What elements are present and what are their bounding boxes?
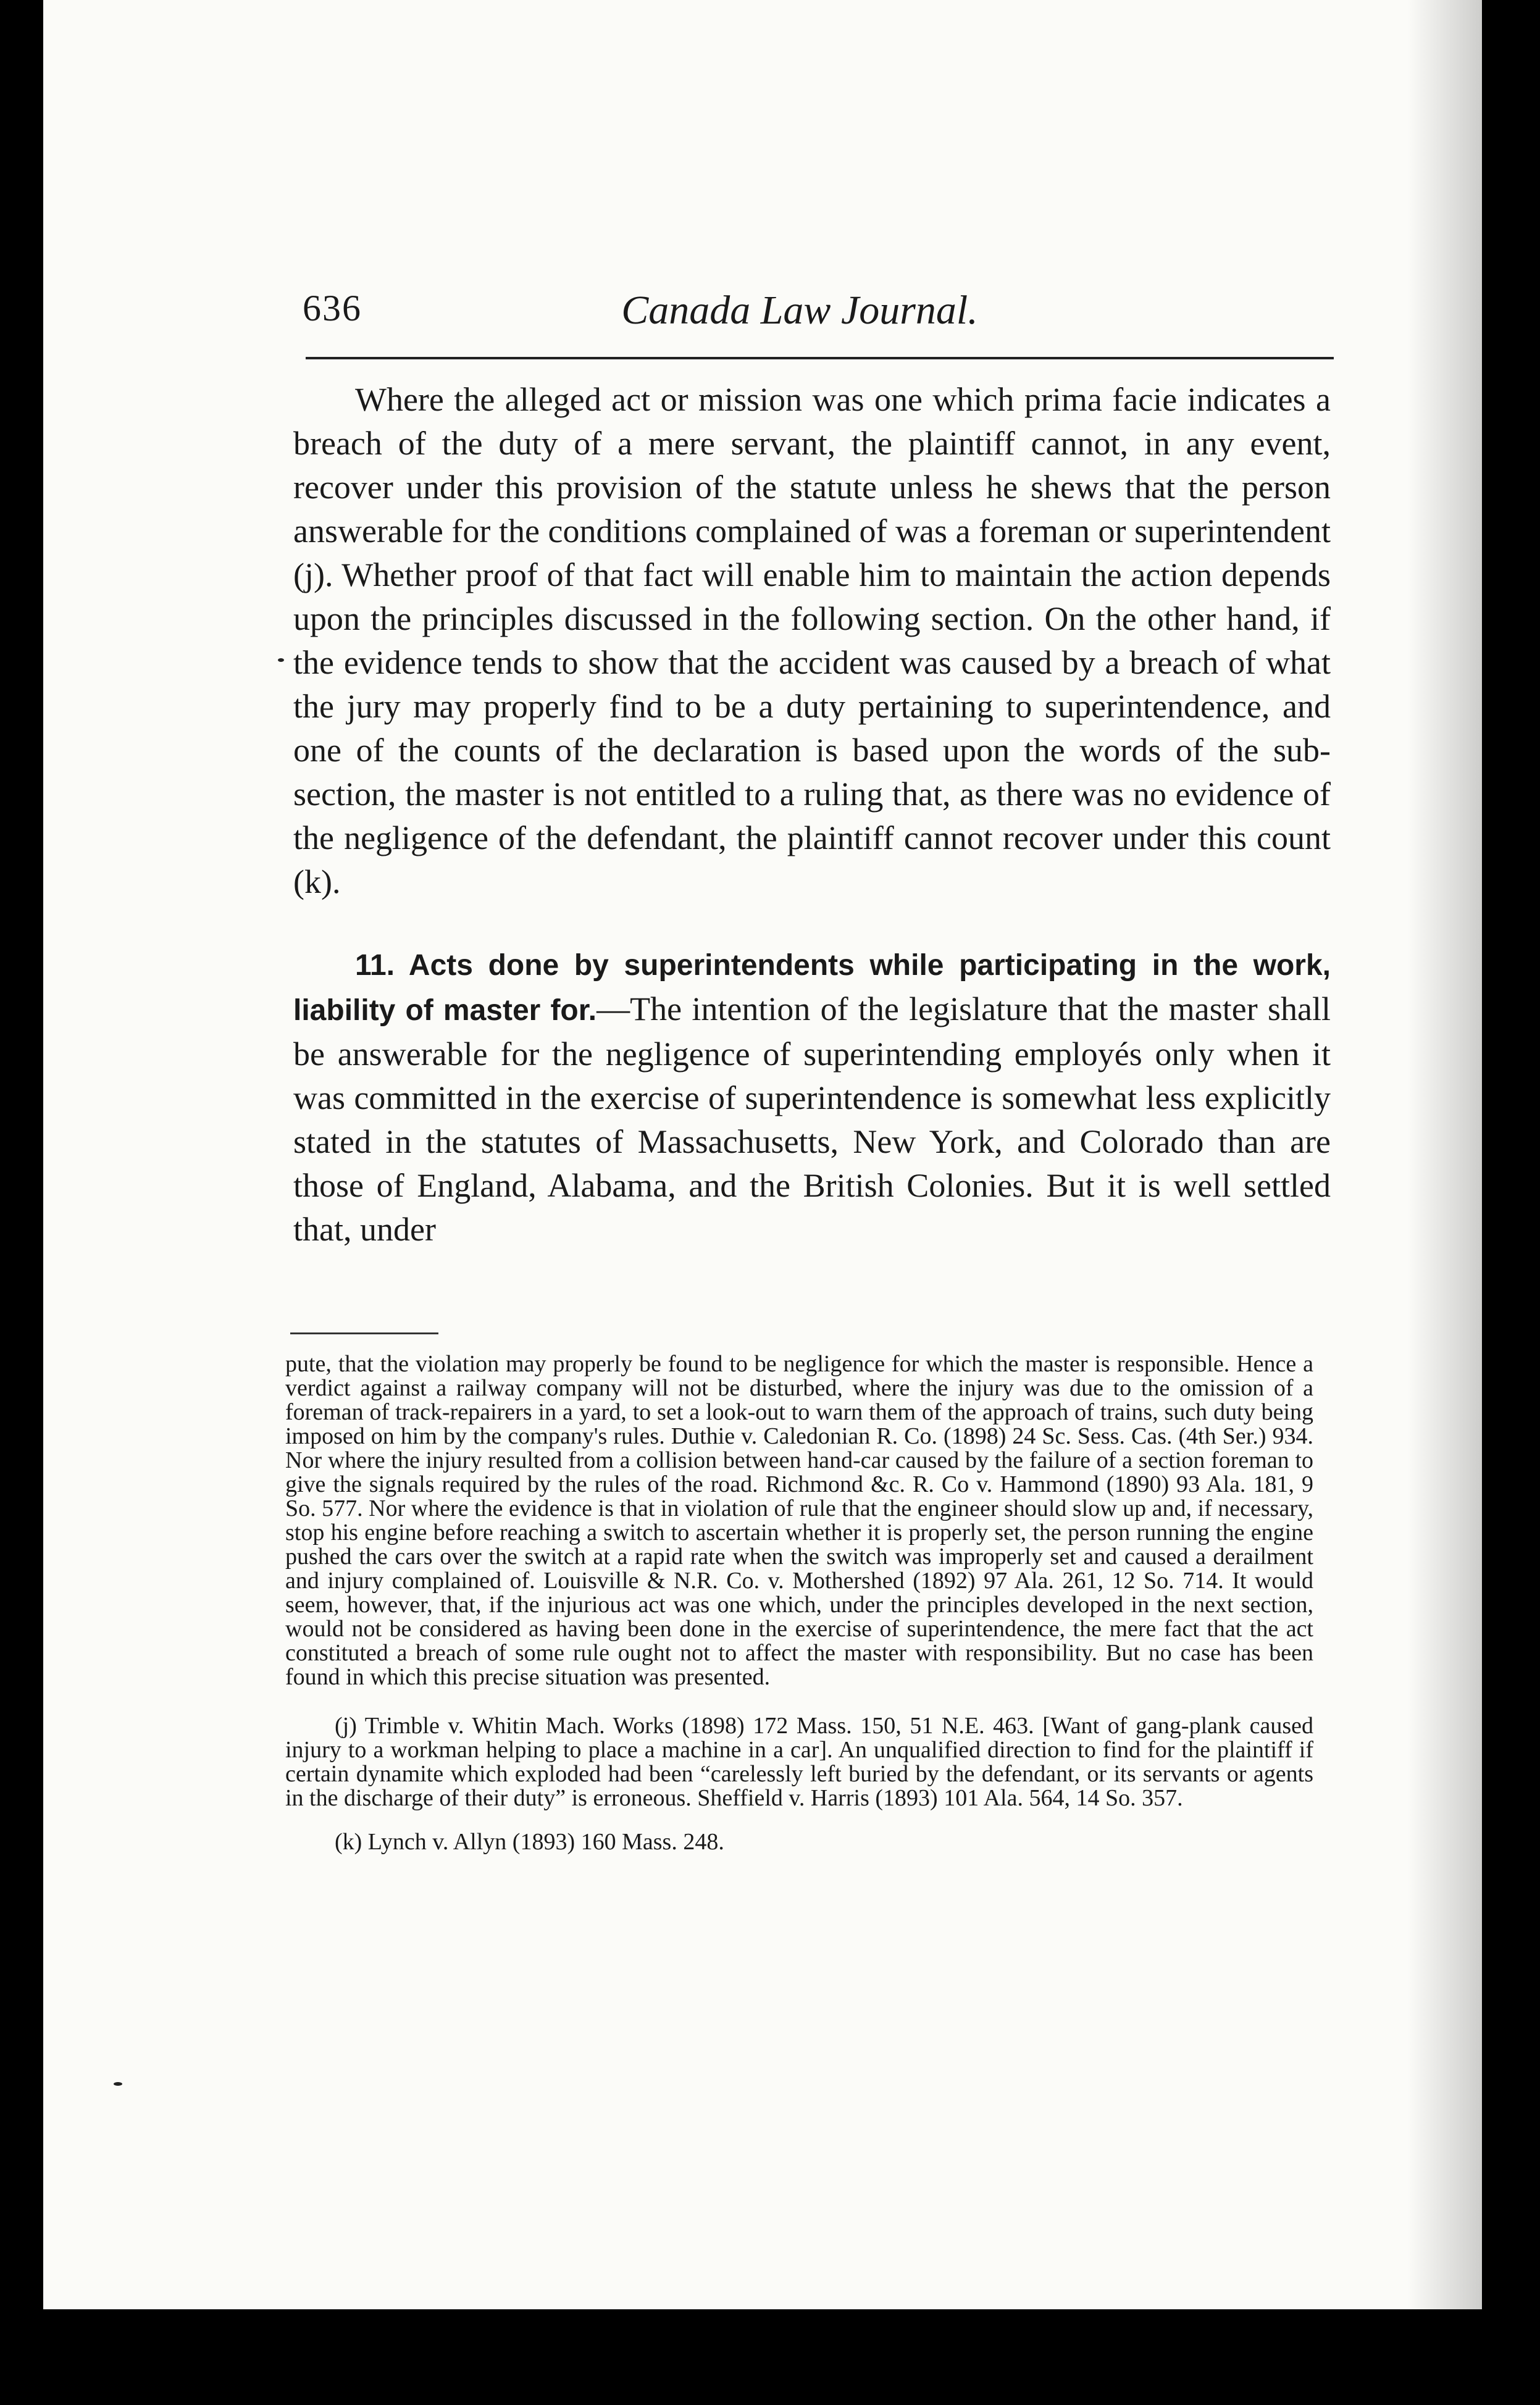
header-rule	[306, 357, 1334, 359]
page-number: 636	[303, 288, 362, 328]
section-text: —The intention of the legislature that the master shall be answerable for the negligence of superintending employés only when it was committed in the exercise of superintendence is somewhat less explicitly stated in the statutes of Massachusetts, New York, and Colorado than are those of England, Alabama, and the British Colonies. But it is well settled that, under	[293, 990, 1331, 1248]
footnote-k: (k) Lynch v. Allyn (1893) 160 Mass. 248.	[335, 1829, 724, 1855]
margin-mark	[278, 658, 284, 662]
footnote-continuation: pute, that the violation may properly be found to be negligence for which the master is responsible. Hence a verdict against a railway company will not be disturbed, where the injury was due to the omission of a foreman of track-repairers in a yard, to set a look-out to warn them of the approach of trains, such duty being imposed on him by the company's rules. Duthie v. Caledonian R. Co. (1898) 24 Sc. Sess. Cas. (4th Ser.) 934. Nor where the injury resulted from a collision between hand-car caused by the failure of a section foreman to give the signals required by the rules of the road. Richmond &c. R. Co v. Hammond (1890) 93 Ala. 181, 9 So. 577. Nor where the evidence is that in violation of rule that the engineer should slow up and, if necessary, stop his engine before reaching a switch to ascertain whether it is properly set, the person running the engine pushed the cars over the switch at a rapid rate when the switch was improperly set and caused a derailment and injury complained of. Louisville & N.R. Co. v. Mothershed (1892) 97 Ala. 261, 12 So. 714. It would seem, however, that, if the injurious act was one which, under the principles developed in the next section, would not be considered as having been done in the exercise of superintendence, the mere fact that the act constituted a breach of some rule ought not to affect the master with responsibility. But no case has been found in which this precise situation was presented.	[285, 1351, 1313, 1690]
page-edge-shadow	[1408, 0, 1482, 2309]
running-title: Canada Law Journal.	[621, 288, 978, 333]
section-heading: 11. Acts done by superintendents while participating in the work, liability of master for.	[293, 949, 1331, 1027]
footnotes	[285, 1352, 1313, 1854]
margin-mark	[114, 2082, 122, 2086]
footnote-j: (j) Trimble v. Whitin Mach. Works (1898) 172 Mass. 150, 51 N.E. 463. [Want of gang-plank caused injury to a workman helping to place a machine in a car]. An unqualified direction to find for the plaintiff if certain dynamite which exploded had been “carelessly left buried by the defendant, or its servants or agents in the discharge of their duty” is erroneous. Sheffield v. Harris (1893) 101 Ala. 564, 14 So. 357.	[285, 1713, 1313, 1811]
scan-border-bottom	[0, 2309, 1540, 2405]
scan-border-left	[0, 0, 43, 2405]
main-text	[293, 378, 1331, 1252]
footnote-rule	[290, 1332, 438, 1334]
page-header	[262, 281, 1337, 361]
body-paragraph: Where the alleged act or mission was one which prima facie indicates a breach of the duty of a mere servant, the plaintiff cannot, in any event, recover under this provision of the statute unless he shews that the person answerable for the conditions complained of was a foreman or superintendent (j). Whether proof of that fact will enable him to maintain the action depends upon the principles discussed in the following section. On the other hand, if the evidence tends to show that the accident was caused by a breach of what the jury may properly find to be a duty pertaining to superintendence, and one of the counts of the declaration is based upon the words of the sub-section, the master is not entitled to a ruling that, as there was no evidence of the negligence of the defendant, the plaintiff cannot recover under this count (k).	[293, 381, 1331, 900]
section-paragraph	[293, 942, 1331, 1252]
scan-border-right	[1482, 0, 1540, 2405]
